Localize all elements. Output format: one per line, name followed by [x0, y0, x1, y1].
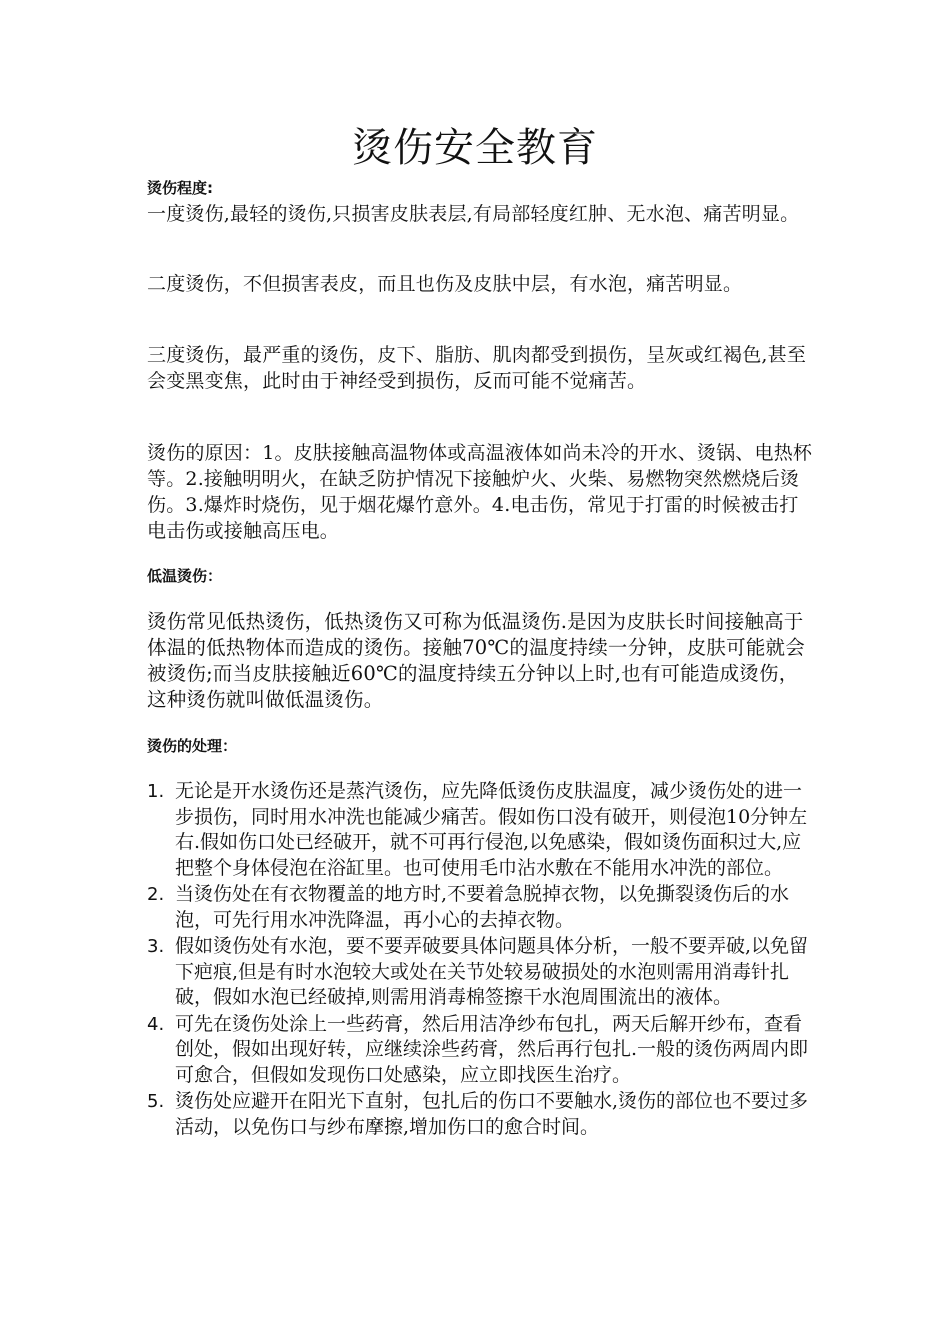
section-heading-degree: 烫伤程度:: [147, 179, 213, 197]
treatment-item-text: 当烫伤处在有衣物覆盖的地方时,不要着急脱掉衣物，以免撕裂烫伤后的水泡，可先行用水冲洗降温，再小心的去掉衣物。: [175, 883, 790, 931]
paragraph-second-degree: 二度烫伤，不但损害表皮，而且也伤及皮肤中层，有水泡，痛苦明显。: [147, 273, 743, 295]
list-number: 2.: [147, 884, 165, 905]
treatment-item-text: 无论是开水烫伤还是蒸汽烫伤，应先降低烫伤皮肤温度，减少烫伤处的进一步损伤，同时用水冲洗也能减少痛苦。假如伤口没有破开，则侵泡10分钟左右.假如伤口处已经破开，就不可再行侵泡,以免感染，假如烫伤面积过大,应把整个身体侵泡在浴缸里。也可使用毛巾沾水敷在不能用水冲洗的部位。: [175, 780, 808, 879]
list-number: 3.: [147, 936, 165, 957]
page-title: 烫伤安全教育: [352, 125, 598, 171]
list-number: 4.: [147, 1013, 165, 1035]
treatment-item-text: 假如烫伤处有水泡，要不要弄破要具体问题具体分析，一般不要弄破,以免留下疤痕,但是有时水泡较大或处在关节处较易破损处的水泡则需用消毒针扎破，假如水泡已经破掉,则需用消毒棉签擦干水泡周围流出的液体。: [175, 935, 809, 1008]
treatment-item-text: 可先在烫伤处涂上一些药膏，然后用洁净纱布包扎，两天后解开纱布，查看创处，假如出现好转，应继续涂些药膏，然后再行包扎.一般的烫伤两周内即可愈合，但假如发现伤口处感染，应立即找医生治疗。: [175, 1012, 809, 1086]
treatment-item-5: [147, 1089, 817, 1140]
treatment-item-4: [147, 1012, 817, 1089]
section-heading-low-temp: 低温烫伤：: [147, 567, 223, 585]
section-heading-treatment: 烫伤的处理：: [147, 737, 238, 755]
paragraph-third-degree: 三度烫伤，最严重的烫伤，皮下、脂肪、肌肉都受到损伤，呈灰或红褐色,甚至会变黑变焦，此时由于神经受到损伤，反而可能不觉痛苦。: [147, 344, 807, 392]
paragraph-low-temp: 烫伤常见低热烫伤，低热烫伤又可称为低温烫伤.是因为皮肤长时间接触高于体温的低热物体而造成的烫伤。接触70℃的温度持续一分钟，皮肤可能就会被烫伤;而当皮肤接触近60℃的温度持续五分钟以上时,也有可能造成烫伤，这种烫伤就叫做低温烫伤。: [147, 610, 805, 711]
treatment-list: [147, 779, 817, 1141]
treatment-item-text: 烫伤处应避开在阳光下直射，包扎后的伤口不要触水,烫伤的部位也不要过多活动，以免伤口与纱布摩擦,增加伤口的愈合时间。: [175, 1090, 809, 1138]
list-number: 5.: [147, 1091, 165, 1112]
paragraph-causes: 烫伤的原因：1。皮肤接触高温物体或高温液体如尚未冷的开水、烫锅、电热杯等。2.接触明明火，在缺乏防护情况下接触炉火、火柴、易燃物突然燃烧后烫伤。3.爆炸时烧伤，见于烟花爆竹意外。4.电击伤，常见于打雷的时候被击打电击伤或接触高压电。: [147, 442, 813, 542]
treatment-item-3: [147, 934, 817, 1011]
treatment-item-1: [147, 779, 817, 881]
treatment-item-2: [147, 882, 817, 933]
paragraph-first-degree: 一度烫伤,最轻的烫伤,只损害皮肤表层,有局部轻度红肿、无水泡、痛苦明显。: [147, 203, 800, 225]
list-number: 1.: [147, 781, 165, 802]
